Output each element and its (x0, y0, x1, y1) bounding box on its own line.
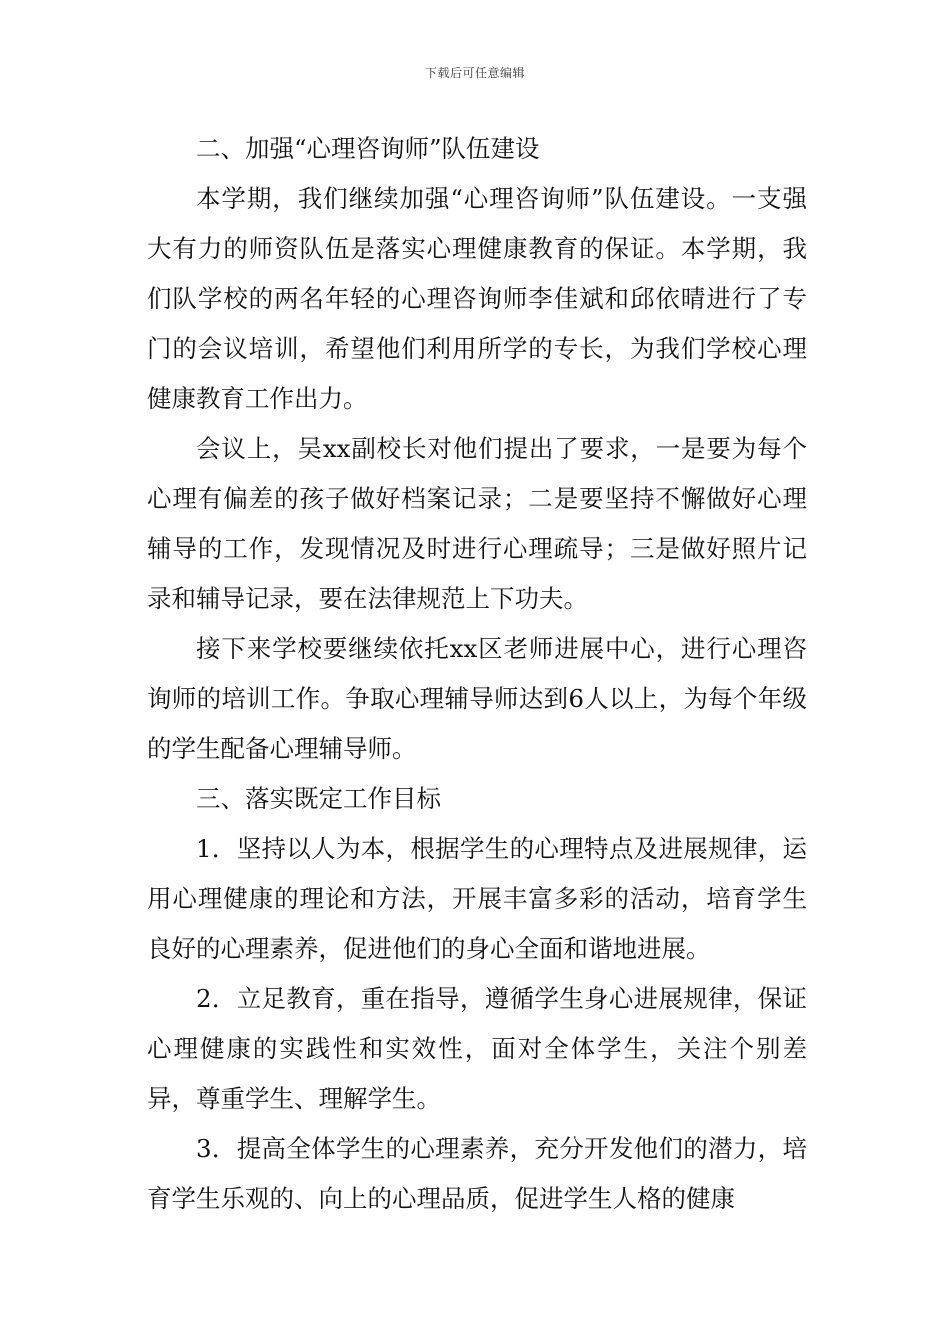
section-heading-2: 二、加强“心理咨询师”队伍建设 (196, 134, 540, 163)
paragraph-next-steps: 接下来学校要继续依托xx区老师进展中心，进行心理咨询师的培训工作。争取心理辅导师达到6人以上，为每个年级的学生配备心理辅导师。 (147, 634, 807, 763)
list-item-2: 2．立足教育，重在指导，遵循学生身心进展规律，保证心理健康的实践性和实效性，面对全体学生，关注个别差异，尊重学生、理解学生。 (147, 984, 807, 1113)
list-item-1: 1．坚持以人为本，根据学生的心理特点及进展规律，运用心理健康的理论和方法，开展丰富多彩的活动，培育学生良好的心理素养，促进他们的身心全面和谐地进展。 (147, 834, 807, 963)
paragraph-team-building: 本学期，我们继续加强“心理咨询师”队伍建设。一支强大有力的师资队伍是落实心理健康教育的保证。本学期，我们队学校的两名年轻的心理咨询师李佳斌和邱依晴进行了专门的会议培训，希望他们利用所学的专长，为我们学校心理健康教育工作出力。 (147, 184, 807, 413)
section-heading-3: 三、落实既定工作目标 (196, 784, 441, 813)
paragraph-meeting-requirements: 会议上，吴xx副校长对他们提出了要求，一是要为每个心理有偏差的孩子做好档案记录；二是要坚持不懈做好心理辅导的工作，发现情况及时进行心理疏导；三是做好照片记录和辅导记录，要在法律规范上下功夫。 (147, 434, 807, 613)
header-note: 下载后可任意编辑 (424, 66, 525, 80)
list-item-3: 3．提高全体学生的心理素养，充分开发他们的潜力，培育学生乐观的、向上的心理品质，促进学生人格的健康 (147, 1134, 807, 1213)
document-body (147, 124, 807, 1224)
